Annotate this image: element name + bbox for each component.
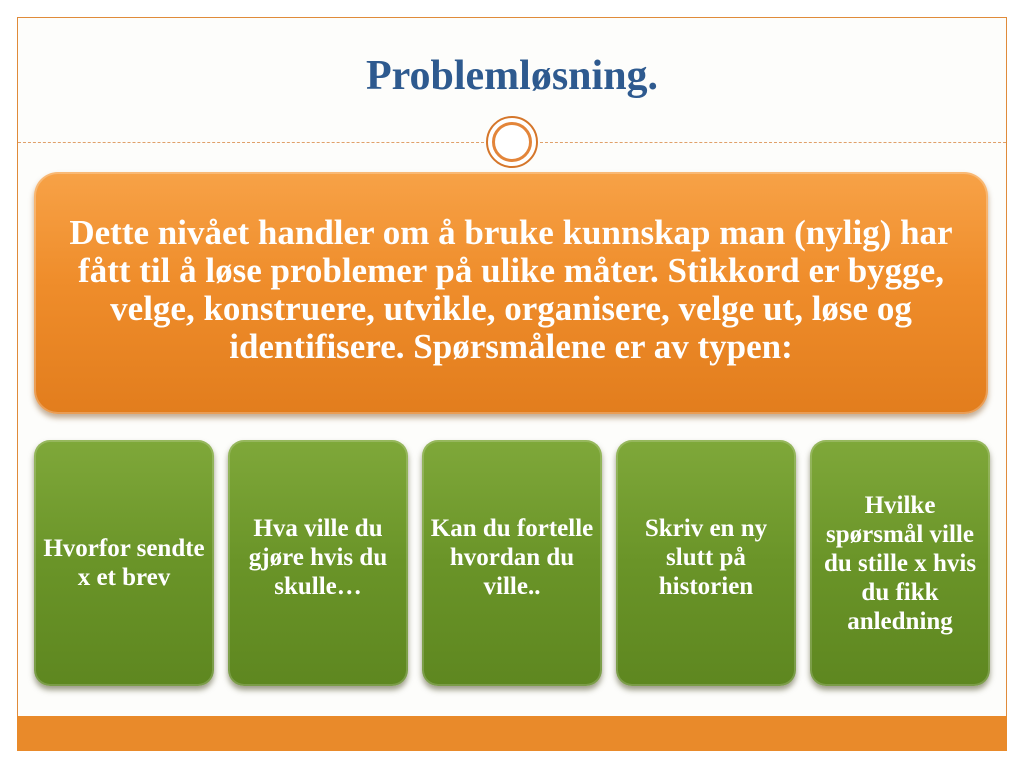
example-card-text: Hvilke spørsmål ville du stille x hvis du fikk anledning [823, 491, 977, 635]
double-ring-icon [486, 116, 538, 168]
example-card-text: Kan du fortelle hvordan du ville.. [430, 514, 594, 600]
title-divider-left [18, 142, 484, 143]
example-card-5 [810, 440, 990, 686]
example-card-2 [228, 440, 408, 686]
example-card-1 [34, 440, 214, 686]
example-questions-row [34, 440, 990, 686]
main-description-text: Dette nivået handler om å bruke kunnskap man (nylig) har fått til å løse problemer på ulike måter. Stikkord er bygge, velge, konstruere, utvikle, organisere, velge ut, løse og identifisere. Spørsmålene er av typen: [69, 213, 953, 366]
title-divider-right [540, 142, 1006, 143]
example-card-text: Hvorfor sendte x et brev [43, 535, 205, 591]
example-card-3 [422, 440, 602, 686]
example-card-text: Hva ville du gjøre hvis du skulle… [248, 514, 388, 600]
footer-bar [17, 716, 1007, 751]
example-card-4 [616, 440, 796, 686]
example-card-text: Skriv en ny slutt på historien [644, 514, 768, 600]
main-description-box [34, 172, 988, 414]
slide-title: Problemløsning. [365, 53, 659, 99]
